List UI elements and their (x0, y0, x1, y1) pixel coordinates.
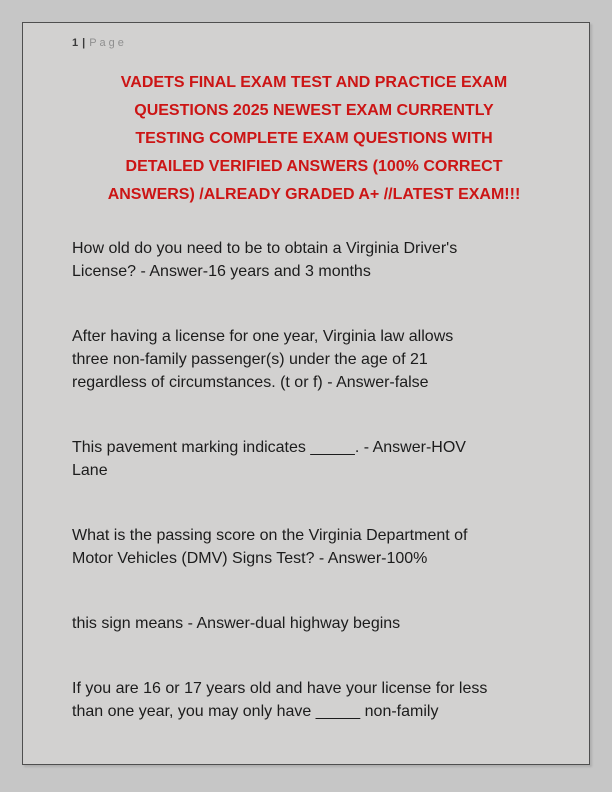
question-line: After having a license for one year, Virginia law allows (72, 328, 454, 345)
page-word: Page (89, 37, 127, 49)
question-line: License? - Answer-16 years and 3 months (72, 263, 371, 280)
question-line: this sign means - Answer-dual highway begins (72, 615, 401, 632)
question-line: Lane (72, 462, 108, 479)
question-paragraph (72, 677, 556, 723)
page-number-separator: | (82, 37, 86, 49)
question-paragraph (72, 612, 556, 635)
question-line: regardless of circumstances. (t or f) - Answer-false (72, 374, 429, 391)
title-line: QUESTIONS 2025 NEWEST EXAM CURRENTLY (134, 102, 494, 119)
question-paragraph (72, 524, 556, 570)
title-line: DETAILED VERIFIED ANSWERS (100% CORRECT (125, 158, 503, 175)
questions-list (72, 237, 556, 723)
page-number: 1 (72, 37, 79, 49)
document-title (72, 69, 556, 209)
question-line: This pavement marking indicates _____. - Answer-HOV (72, 439, 466, 456)
question-paragraph (72, 325, 556, 394)
title-line: VADETS FINAL EXAM TEST AND PRACTICE EXAM (120, 74, 508, 91)
question-line: three non-family passenger(s) under the age of 21 (72, 351, 428, 368)
question-line: Motor Vehicles (DMV) Signs Test? - Answer-100% (72, 550, 428, 567)
question-line: than one year, you may only have _____ non-family (72, 703, 439, 720)
question-line: If you are 16 or 17 years old and have your license for less (72, 680, 488, 697)
page-number-header (72, 37, 556, 50)
question-paragraph (72, 436, 556, 482)
question-line: How old do you need to be to obtain a Virginia Driver's (72, 240, 458, 257)
question-line: What is the passing score on the Virginia Department of (72, 527, 468, 544)
question-paragraph (72, 237, 556, 283)
title-line: TESTING COMPLETE EXAM QUESTIONS WITH (135, 130, 493, 147)
document-page (22, 22, 590, 765)
title-line: ANSWERS) /ALREADY GRADED A+ //LATEST EXAM!!! (107, 186, 521, 203)
